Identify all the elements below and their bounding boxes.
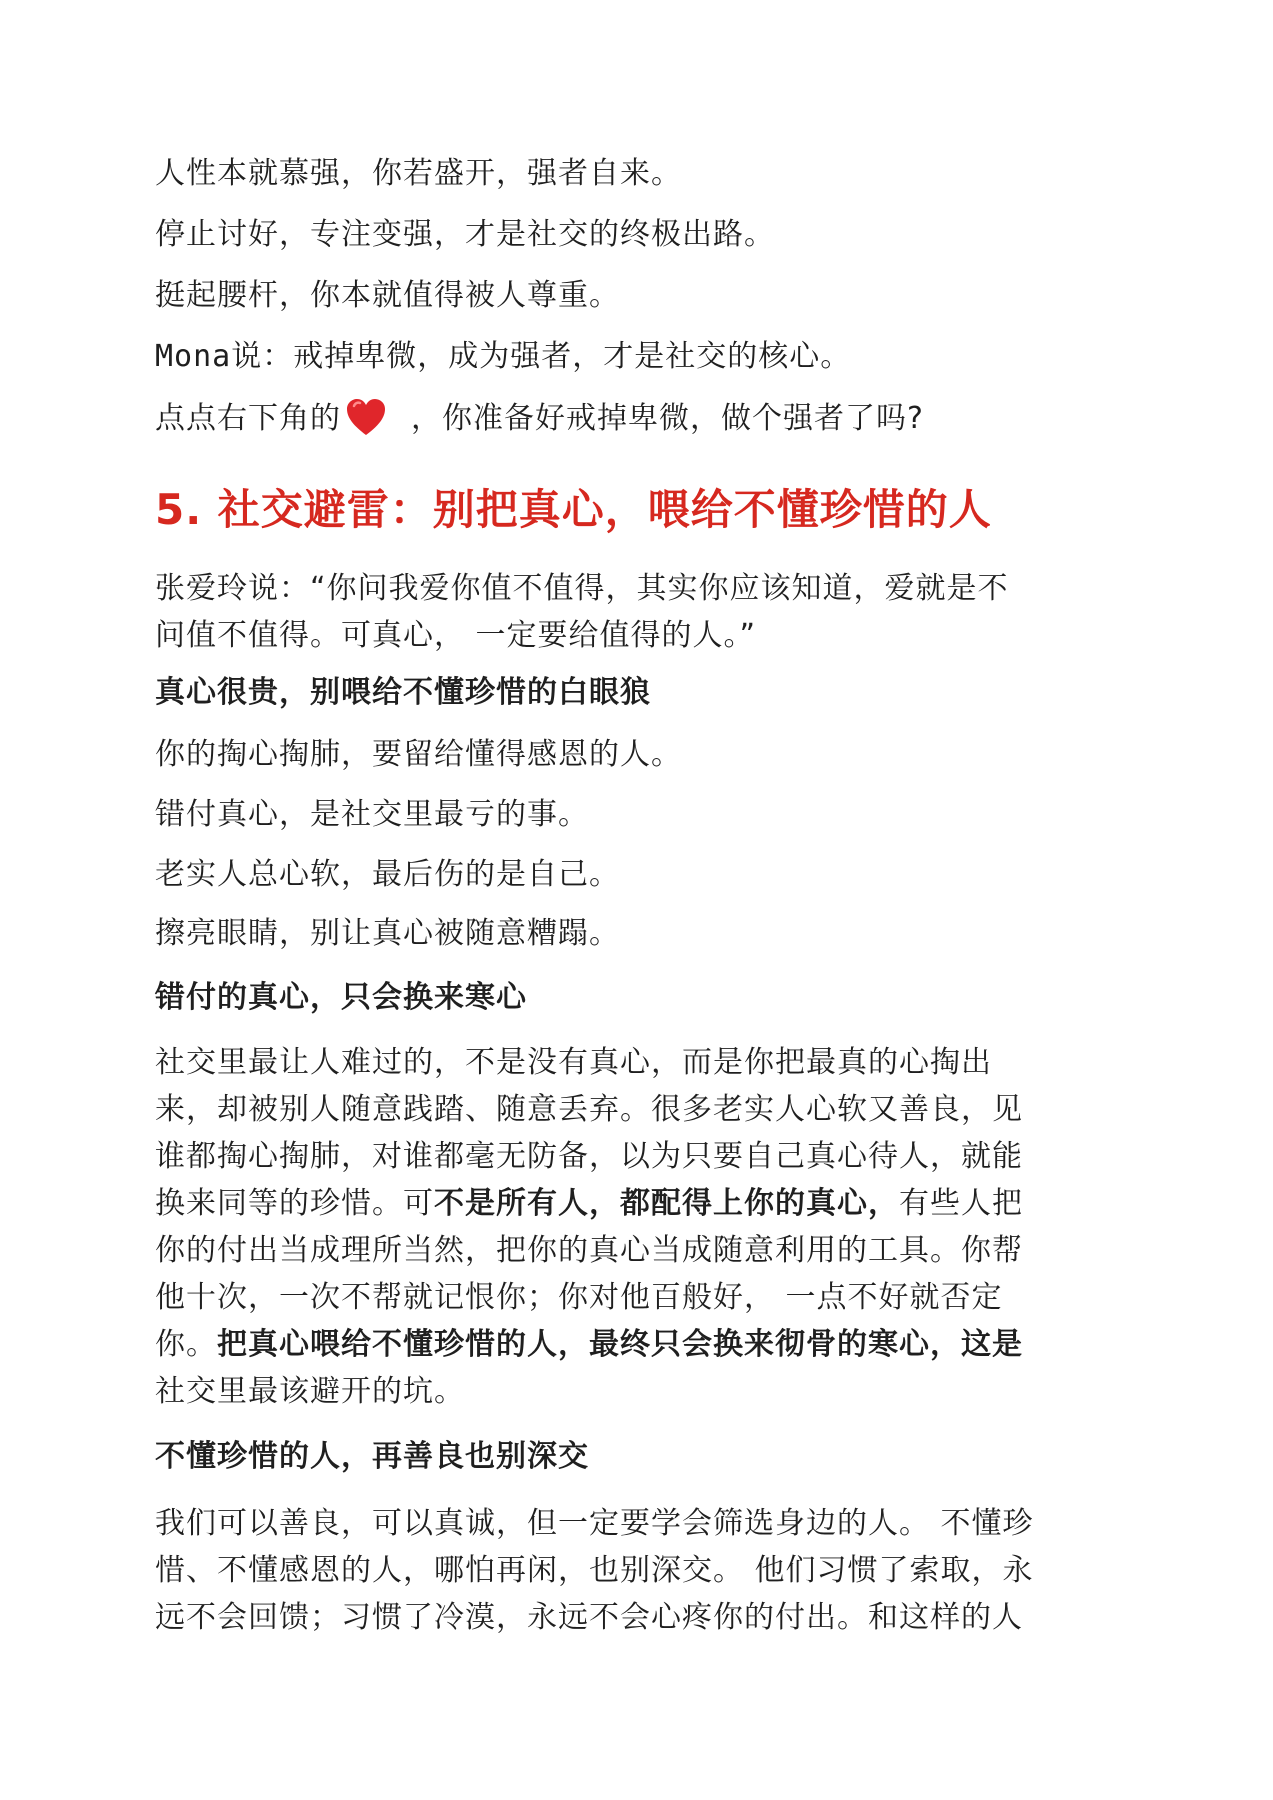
text-line: 错付真心，是社交里最亏的事。 [155,797,589,832]
paragraph-row: 惜、不懂感恩的人，哪怕再闲，也别深交。 他们习惯了索取，永 [155,1553,1034,1588]
red-heart-icon [345,397,387,437]
mona-text: 说：戒掉卑微，成为强者，才是社交的核心。 [231,339,852,374]
paragraph-row: 社交里最该避开的坑。 [155,1374,465,1409]
body-paragraph [155,1500,1135,1641]
paragraph-row [155,1180,1135,1227]
text-line: 停止讨好，专注变强，才是社交的终极出路。 [155,217,775,252]
paragraph-row: 我们可以善良，可以真诚，但一定要学会筛选身边的人。 不懂珍 [155,1506,1034,1541]
text-line: 擦亮眼睛，别让真心被随意糟蹋。 [155,916,620,951]
like-line-before: 点点右下角的 [155,401,341,436]
mona-line [155,337,851,377]
paragraph-text: 你。 [155,1327,217,1362]
like-line-after: ，你准备好戒掉卑微，做个强者了吗? [411,401,924,436]
bold-text: 把真心喂给不懂珍惜的人，最终只会换来彻骨的寒心，这是 [217,1327,1023,1362]
quote-paragraph [155,565,1135,659]
quote-row: 问值不值得。可真心， 一定要给值得的人。” [155,618,757,653]
text-line: 人性本就慕强，你若盛开，强者自来。 [155,156,682,191]
subheading: 不懂珍惜的人，再善良也别深交 [155,1439,589,1474]
paragraph-text: 换来同等的珍惜。可 [155,1186,434,1221]
paragraph-text: 有些人把 [899,1186,1023,1221]
mona-name: Mona [155,339,232,374]
paragraph-row: 谁都掏心掏肺，对谁都毫无防备，以为只要自己真心待人，就能 [155,1139,1023,1174]
paragraph-row: 远不会回馈；习惯了冷漠，永远不会心疼你的付出。和这样的人 [155,1600,1023,1635]
text-line: 挺起腰杆，你本就值得被人尊重。 [155,278,620,313]
like-line [155,397,924,439]
paragraph-row: 来，却被别人随意践踏、随意丢弃。很多老实人心软又善良，见 [155,1092,1023,1127]
section-heading: 5. 社交避雷：别把真心，喂给不懂珍惜的人 [155,485,992,534]
paragraph-row: 他十次，一次不帮就记恨你；你对他百般好， 一点不好就否定 [155,1280,1003,1315]
bold-text: 不是所有人，都配得上你的真心， [434,1186,899,1221]
text-line: 老实人总心软，最后伤的是自己。 [155,857,620,892]
subheading: 错付的真心，只会换来寒心 [155,980,527,1015]
paragraph-row: 社交里最让人难过的，不是没有真心，而是你把最真的心掏出 [155,1045,992,1080]
quote-row: 张爱玲说：“你问我爱你值不值得，其实你应该知道，爱就是不 [155,571,1009,606]
paragraph-row: 你的付出当成理所当然，把你的真心当成随意利用的工具。你帮 [155,1233,1023,1268]
subheading: 真心很贵，别喂给不懂珍惜的白眼狼 [155,675,651,710]
body-paragraph [155,1039,1135,1415]
paragraph-row [155,1321,1135,1368]
text-line: 你的掏心掏肺，要留给懂得感恩的人。 [155,737,682,772]
